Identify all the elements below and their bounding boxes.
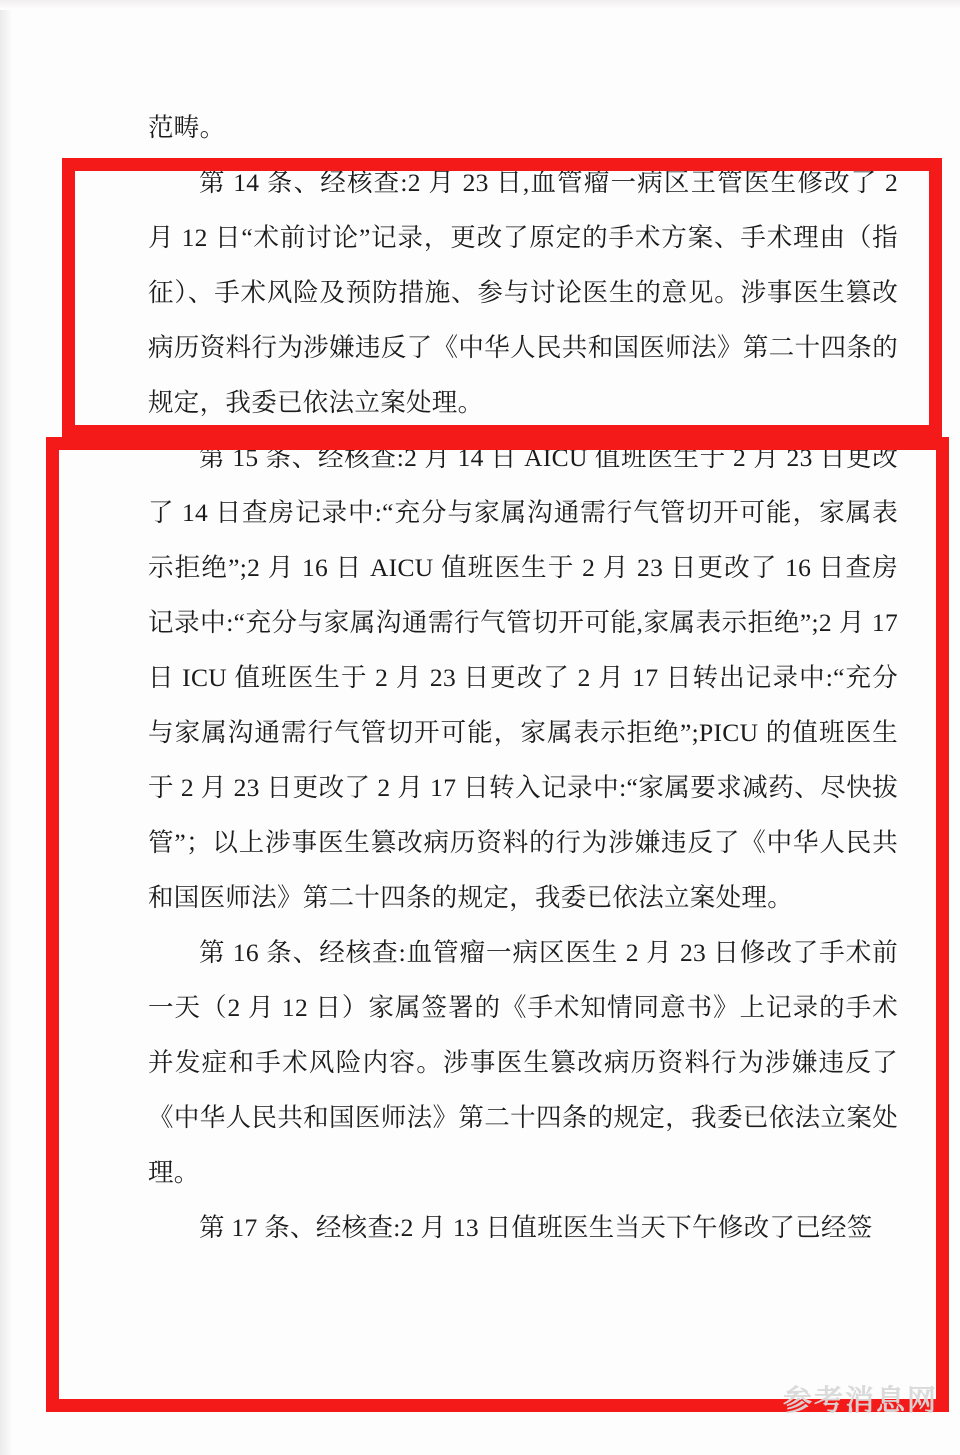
paragraph-article-17: 第 17 条、经核查:2 月 13 日值班医生当天下午修改了已经签 [199, 1213, 873, 1242]
paragraph-article-15: 第 15 条、经核查:2 月 14 日 AICU 值班医生于 2 月 23 日更改了 14 日查房记录中:“充分与家属沟通需行气管切开可能，家属表示拒绝”;2 月 16 日 AICU 值班医生于 2 月 23 日更改了 16 日查房记录中:“充分与家属沟通需行气管切开可能,家属表示拒绝”;2 月 17 日 ICU 值班医生于 2 月 23 日更改了 2 月 17 日转出记录中:“充分与家属沟通需行气管切开可能，家属表示拒绝”;PICU 的值班医生于 2 月 23 日更改了 2 月 17 日转入记录中:“家属要求减药、尽快拔管”；以上涉事医生篡改病历资料的行为涉嫌违反了《中华人民共和国医师法》第二十四条的规定，我委已依法立案处理。 [148, 443, 898, 912]
paragraph-article-14: 第 14 条、经核查:2 月 23 日,血管瘤一病区王管医生修改了 2 月 12 日“术前讨论”记录，更改了原定的手术方案、手术理由（指征）、手术风险及预防措施、参与讨论医生的意见。涉事医生篡改病历资料行为涉嫌违反了《中华人民共和国医师法》第二十四条的规定，我委已依法立案处理。 [148, 168, 898, 417]
paragraph-continuation: 范畴。 [148, 113, 226, 142]
page-edge-shadow-left [0, 0, 14, 1455]
paragraph-article-16: 第 16 条、经核查:血管瘤一病区医生 2 月 23 日修改了手术前一天（2 月 12 日）家属签署的《手术知情同意书》上记录的手术并发症和手术风险内容。涉事医生篡改病历资料行为涉嫌违反了《中华人民共和国医师法》第二十四条的规定，我委已依法立案处理。 [148, 938, 898, 1187]
page-edge-shadow-top [0, 0, 960, 10]
watermark-label: 参考消息网 [782, 1385, 938, 1417]
